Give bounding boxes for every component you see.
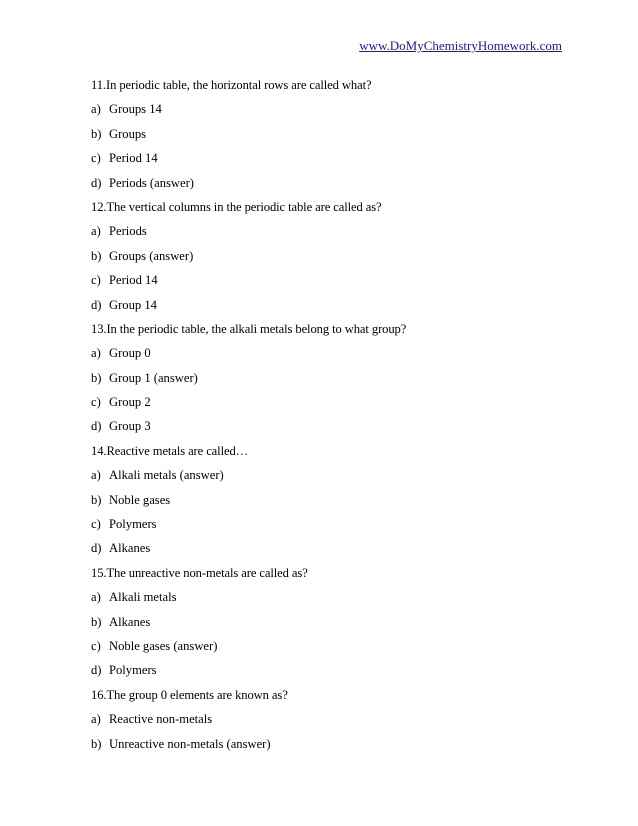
option-text: Period 14 (109, 273, 158, 288)
option-text: Reactive non-metals (109, 712, 213, 727)
option-12-d (91, 293, 571, 317)
question-14: 14.Reactive metals are called… (91, 443, 249, 458)
option-letter: c) (91, 638, 101, 653)
option-letter: c) (91, 151, 101, 166)
option-11-c (91, 146, 571, 170)
option-15-b (91, 610, 571, 634)
option-12-a (91, 219, 571, 243)
option-15-a (91, 585, 571, 609)
option-11-b (91, 122, 571, 146)
option-text: Noble gases (answer) (109, 638, 218, 653)
option-12-b (91, 244, 571, 268)
option-16-b (91, 732, 571, 756)
option-14-a (91, 463, 571, 487)
option-13-c (91, 390, 571, 414)
option-13-b (91, 366, 571, 390)
option-text: Noble gases (109, 492, 171, 507)
option-letter: b) (91, 370, 102, 385)
option-15-c (91, 634, 571, 658)
option-14-b (91, 488, 571, 512)
option-15-d (91, 658, 571, 682)
option-text: Group 0 (109, 346, 151, 361)
site-link[interactable]: www.DoMyChemistryHomework.com (359, 38, 562, 53)
option-14-d (91, 536, 571, 560)
option-letter: d) (91, 541, 102, 556)
question-15: 15.The unreactive non-metals are called as? (91, 565, 308, 580)
option-letter: b) (91, 614, 102, 629)
option-letter: d) (91, 663, 102, 678)
option-text: Periods (answer) (109, 175, 194, 190)
option-text: Group 3 (109, 419, 151, 434)
question-12: 12.The vertical columns in the periodic table are called as? (91, 199, 382, 214)
option-letter: d) (91, 175, 102, 190)
option-letter: a) (91, 224, 101, 239)
option-13-d (91, 414, 571, 438)
option-11-a (91, 97, 571, 121)
question-11: 11.In periodic table, the horizontal rows are called what? (91, 78, 372, 92)
option-letter: a) (91, 346, 101, 361)
option-13-a (91, 341, 571, 365)
option-text: Group 1 (answer) (109, 370, 198, 385)
option-letter: b) (91, 492, 102, 507)
option-text: Group 14 (109, 297, 157, 312)
option-letter: a) (91, 590, 101, 605)
option-letter: c) (91, 273, 101, 288)
question-list (91, 73, 571, 756)
option-text: Groups 14 (109, 102, 162, 117)
option-text: Alkanes (109, 541, 151, 556)
option-letter: b) (91, 126, 102, 141)
option-letter: b) (91, 736, 102, 751)
option-text: Periods (109, 224, 147, 239)
option-text: Polymers (109, 663, 157, 678)
option-letter: a) (91, 468, 101, 483)
option-letter: a) (91, 102, 101, 117)
option-letter: a) (91, 712, 101, 727)
option-text: Polymers (109, 517, 157, 532)
option-letter: d) (91, 419, 102, 434)
option-14-c (91, 512, 571, 536)
option-text: Alkanes (109, 614, 151, 629)
option-text: Period 14 (109, 151, 158, 166)
option-letter: c) (91, 517, 101, 532)
option-text: Alkali metals (answer) (109, 468, 224, 483)
option-12-c (91, 268, 571, 292)
option-letter: c) (91, 395, 101, 410)
option-11-d (91, 171, 571, 195)
option-text: Unreactive non-metals (answer) (109, 736, 271, 751)
option-text: Groups (answer) (109, 248, 194, 263)
option-text: Group 2 (109, 395, 151, 410)
option-text: Groups (109, 126, 147, 141)
option-16-a (91, 707, 571, 731)
option-letter: d) (91, 297, 102, 312)
question-13: 13.In the periodic table, the alkali metals belong to what group? (91, 321, 407, 336)
option-letter: b) (91, 248, 102, 263)
question-16: 16.The group 0 elements are known as? (91, 687, 288, 702)
option-text: Alkali metals (109, 590, 177, 605)
